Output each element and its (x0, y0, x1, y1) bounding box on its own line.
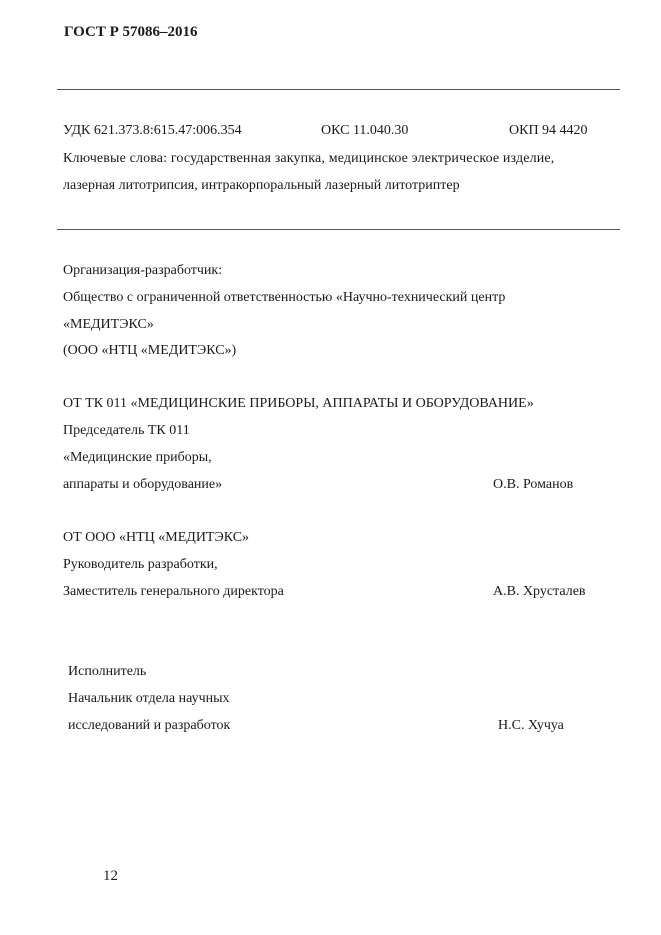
okp-code: ОКП 94 4420 (509, 123, 588, 138)
performer-role-line-1: Начальник отдела научных (68, 691, 230, 706)
ntc-role-line-2: Заместитель генерального директора (63, 584, 284, 599)
tk-chairman-title: Председатель ТК 011 (63, 423, 190, 438)
oks-code: ОКС 11.040.30 (321, 123, 409, 138)
top-divider (57, 89, 620, 90)
ntc-heading: ОТ ООО «НТЦ «МЕДИТЭКС» (63, 530, 250, 545)
udk-code: УДК 621.373.8:615.47:006.354 (63, 123, 242, 138)
tk-heading: ОТ ТК 011 «МЕДИЦИНСКИЕ ПРИБОРЫ, АППАРАТЫ И ОБОРУДОВАНИЕ» (63, 396, 534, 411)
developer-heading: Организация-разработчик: (63, 263, 223, 278)
developer-name-line-2: «МЕДИТЭКС» (63, 317, 154, 332)
developer-name-line-1: Общество с ограниченной ответственностью «Научно-технический центр (63, 290, 506, 305)
tk-signer: О.В. Романов (493, 477, 574, 492)
bottom-divider (57, 229, 620, 230)
developer-abbreviation: (ООО «НТЦ «МЕДИТЭКС») (63, 343, 237, 358)
performer-role-line-2: исследований и разработок (68, 718, 231, 733)
tk-name-line-2: аппараты и оборудование» (63, 477, 223, 492)
keywords-line-2: лазерная литотрипсия, интракорпоральный лазерный литотриптер (63, 178, 460, 193)
ntc-signer: А.В. Хрусталев (493, 584, 586, 599)
page-number: 12 (103, 868, 118, 884)
keywords-line-1: Ключевые слова: государственная закупка, медицинское электрическое изделие, (63, 151, 555, 166)
performer-signer: Н.С. Хучуа (498, 718, 564, 733)
ntc-role-line-1: Руководитель разработки, (63, 557, 218, 572)
performer-label: Исполнитель (68, 664, 147, 679)
document-code: ГОСТ Р 57086–2016 (64, 24, 198, 40)
tk-name-line-1: «Медицинские приборы, (63, 450, 212, 465)
